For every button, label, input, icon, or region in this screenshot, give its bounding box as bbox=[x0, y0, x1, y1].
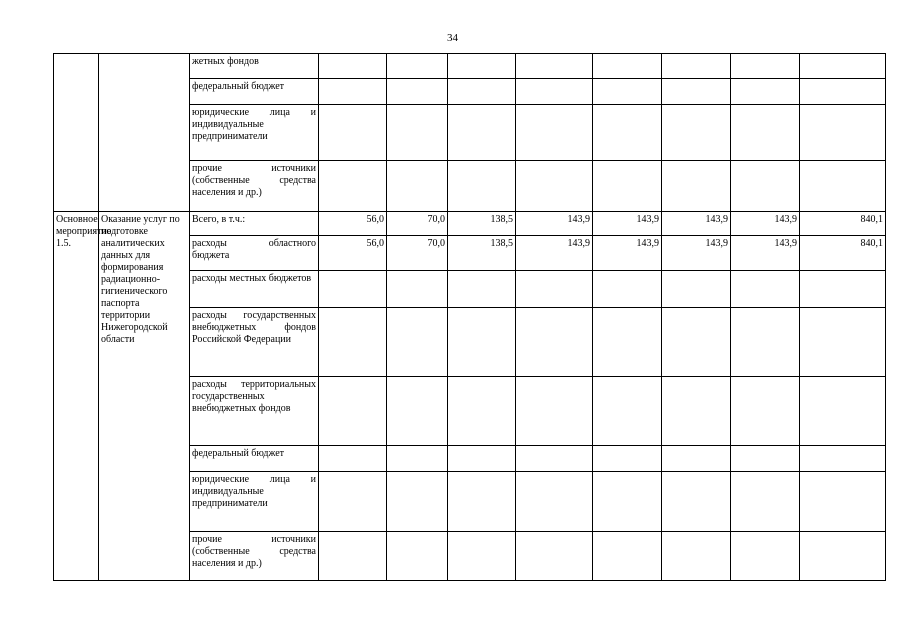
value-cell bbox=[448, 446, 516, 472]
source-cell: прочие источники (собственные средства населения и др.) bbox=[190, 532, 319, 581]
source-cell: расходы местных бюджетов bbox=[190, 271, 319, 308]
source-cell: федеральный бюджет bbox=[190, 79, 319, 105]
value-cell: 56,0 bbox=[319, 212, 387, 236]
value-cell: 70,0 bbox=[387, 236, 448, 271]
value-cell bbox=[662, 377, 731, 446]
value-cell bbox=[593, 308, 662, 377]
source-cell: расходы государственных внебюджетных фондов Российской Федерации bbox=[190, 308, 319, 377]
value-cell: 138,5 bbox=[448, 212, 516, 236]
value-cell bbox=[387, 446, 448, 472]
source-cell: расходы областного бюджета bbox=[190, 236, 319, 271]
value-cell: 70,0 bbox=[387, 212, 448, 236]
value-cell bbox=[319, 308, 387, 377]
value-cell bbox=[800, 308, 886, 377]
value-cell bbox=[448, 377, 516, 446]
value-cell bbox=[593, 271, 662, 308]
value-cell bbox=[593, 377, 662, 446]
value-cell bbox=[593, 532, 662, 581]
value-cell bbox=[516, 532, 593, 581]
value-cell bbox=[731, 532, 800, 581]
value-cell bbox=[448, 472, 516, 532]
code-cell bbox=[54, 54, 99, 212]
value-cell: 143,9 bbox=[516, 212, 593, 236]
value-cell: 143,9 bbox=[593, 236, 662, 271]
value-cell bbox=[731, 271, 800, 308]
value-cell: 56,0 bbox=[319, 236, 387, 271]
value-cell bbox=[319, 446, 387, 472]
value-cell bbox=[319, 377, 387, 446]
value-cell bbox=[387, 271, 448, 308]
value-cell: 143,9 bbox=[731, 212, 800, 236]
value-cell bbox=[448, 271, 516, 308]
value-cell bbox=[593, 472, 662, 532]
activity-code: Основное мероприятие 1.5. bbox=[54, 212, 99, 581]
value-cell bbox=[387, 377, 448, 446]
source-cell: Всего, в т.ч.: bbox=[190, 212, 319, 236]
value-cell bbox=[662, 271, 731, 308]
table-row bbox=[54, 212, 886, 236]
value-cell: 840,1 bbox=[800, 212, 886, 236]
value-cell: 138,5 bbox=[448, 236, 516, 271]
value-cell: 143,9 bbox=[593, 212, 662, 236]
value-cell bbox=[319, 472, 387, 532]
value-cell bbox=[516, 308, 593, 377]
value-cell bbox=[387, 308, 448, 377]
value-cell bbox=[516, 446, 593, 472]
value-cell bbox=[800, 271, 886, 308]
name-cell bbox=[99, 54, 190, 212]
activity-name: Оказание услуг по подготовке аналитических данных для формирования радиационно-гигиенического паспорта территории Нижегородской области bbox=[99, 212, 190, 581]
value-cell bbox=[662, 532, 731, 581]
funding-table bbox=[53, 53, 886, 581]
value-cell bbox=[448, 308, 516, 377]
value-cell: 840,1 bbox=[800, 236, 886, 271]
value-cell bbox=[662, 308, 731, 377]
value-cell bbox=[319, 532, 387, 581]
value-cell: 143,9 bbox=[662, 212, 731, 236]
value-cell bbox=[731, 446, 800, 472]
value-cell bbox=[516, 472, 593, 532]
value-cell bbox=[800, 532, 886, 581]
value-cell bbox=[387, 532, 448, 581]
source-cell: жетных фондов bbox=[190, 54, 319, 79]
page-number: 34 bbox=[447, 32, 458, 44]
value-cell bbox=[387, 472, 448, 532]
source-cell: прочие источники (собственные средства населения и др.) bbox=[190, 161, 319, 212]
value-cell bbox=[448, 532, 516, 581]
value-cell bbox=[800, 446, 886, 472]
source-cell: расходы территориальных государственных внебюджетных фондов bbox=[190, 377, 319, 446]
value-cell bbox=[593, 446, 662, 472]
value-cell bbox=[731, 377, 800, 446]
source-cell: юридические лица и индивидуальные предприниматели bbox=[190, 105, 319, 161]
value-cell bbox=[662, 472, 731, 532]
table-row bbox=[54, 54, 886, 79]
value-cell bbox=[319, 271, 387, 308]
value-cell bbox=[516, 377, 593, 446]
value-cell bbox=[662, 446, 731, 472]
source-cell: федеральный бюджет bbox=[190, 446, 319, 472]
value-cell bbox=[731, 308, 800, 377]
value-cell bbox=[800, 472, 886, 532]
value-cell bbox=[731, 472, 800, 532]
source-cell: юридические лица и индивидуальные предприниматели bbox=[190, 472, 319, 532]
value-cell bbox=[800, 377, 886, 446]
value-cell: 143,9 bbox=[731, 236, 800, 271]
value-cell bbox=[516, 271, 593, 308]
value-cell: 143,9 bbox=[516, 236, 593, 271]
value-cell: 143,9 bbox=[662, 236, 731, 271]
